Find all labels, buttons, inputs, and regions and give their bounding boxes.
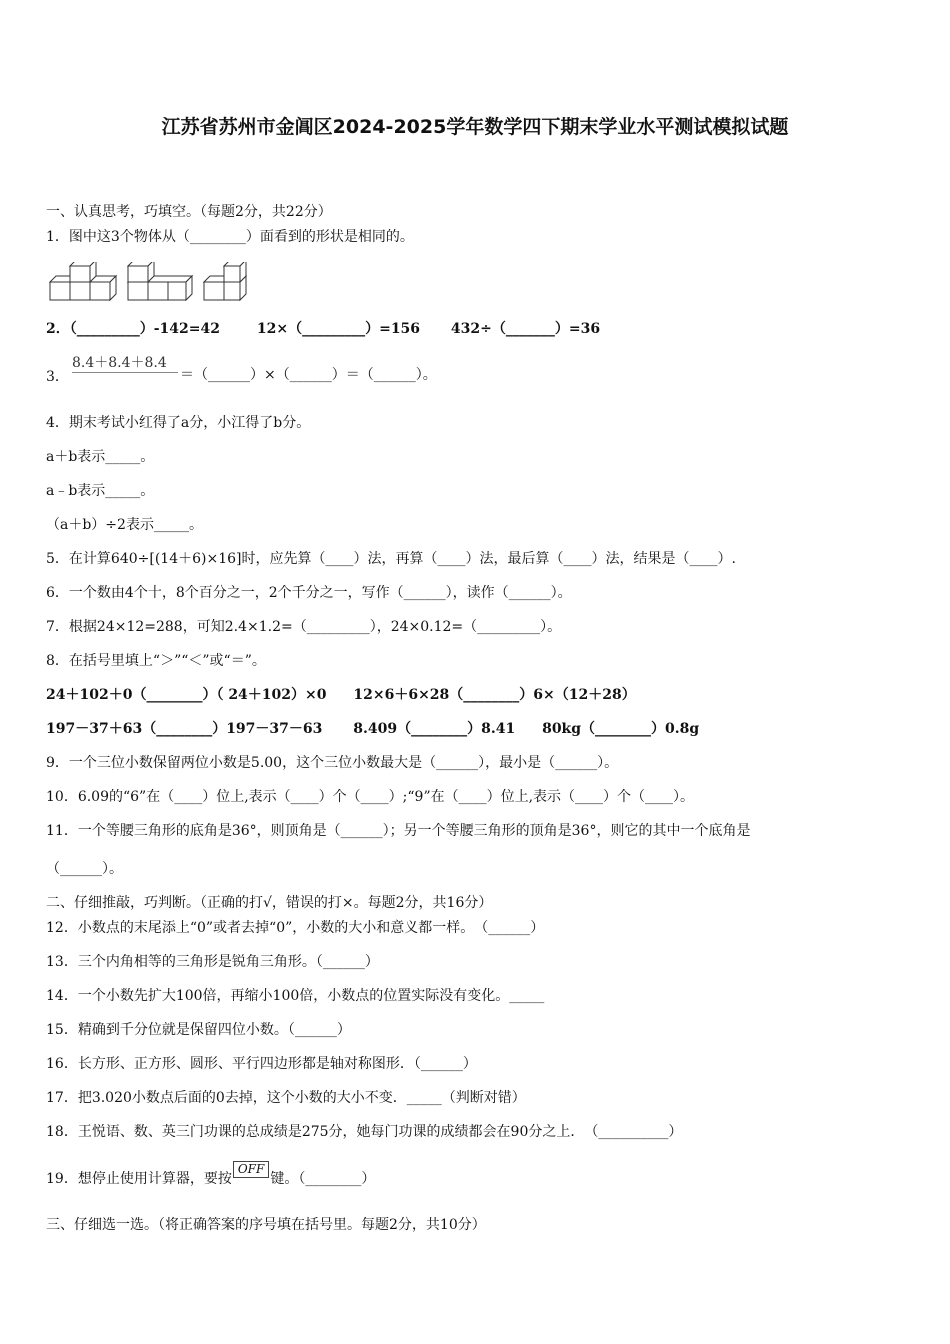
question-3-fraction-bar <box>72 372 178 373</box>
question-8-row-1 <box>46 686 636 704</box>
question-18: 18．王悦语、数、英三门功课的总成绩是275分，她每门功课的成绩都会在90分之上． （__________） <box>46 1124 683 1140</box>
question-11-continued: （______）。 <box>46 861 123 877</box>
question-4: 4．期末考试小红得了a分，小江得了b分。 <box>46 415 311 431</box>
question-5: 5．在计算640÷[(14＋6)×16]时，应先算（____）法，再算（____）法，最后算（____）法，结果是（____）. <box>46 551 736 567</box>
cube-figure-1 <box>50 262 116 300</box>
question-12: 12．小数点的末尾添上“0”或者去掉“0”，小数的大小和意义都一样。 （______） <box>46 920 545 936</box>
question-17: 17．把3.020小数点后面的0去掉，这个小数的大小不变．_____（判断对错） <box>46 1090 526 1106</box>
section-1-heading: 一、认真思考，巧填空。（每题2分，共22分） <box>46 204 332 220</box>
question-16: 16．长方形、正方形、圆形、平行四边形都是轴对称图形．（______） <box>46 1056 477 1072</box>
question-8-compare-c: 197－37＋63（________）197－37－63 <box>46 721 323 737</box>
question-2-part-c: 432÷（_______）=36 <box>450 321 601 337</box>
section-2-heading: 二、仔细推敲，巧判断。（正确的打√，错误的打×。每题2分，共16分） <box>46 895 493 911</box>
question-2-part-b: 12×（_________）=156 <box>256 321 421 337</box>
question-6: 6．一个数由4个十，8个百分之一，2个千分之一，写作（______），读作（______）。 <box>46 585 572 601</box>
question-3-label: 3． <box>46 369 69 385</box>
calculator-off-key: OFF <box>233 1161 270 1178</box>
question-2 <box>46 320 600 338</box>
question-7: 7．根据24×12=288，可知2.4×1.2=（_________），24×0.12=（_________）。 <box>46 619 562 635</box>
question-8-compare-a: 24＋102＋0（________）（ 24＋102）×0 <box>46 687 327 703</box>
cube-figures-image <box>48 262 258 304</box>
question-3-fraction-numerator: 8.4＋8.4＋8.4 <box>72 355 167 371</box>
question-19 <box>46 1162 376 1188</box>
question-4-a: a＋b表示_____。 <box>46 449 155 465</box>
question-10: 10．6.09的“6”在（____）位上,表示（____）个（____）;“9”在（____）位上,表示（____）个（____）。 <box>46 789 695 805</box>
question-8-compare-b: 12×6＋6×28（________）6×（12＋28） <box>353 687 636 703</box>
question-19-text-a: 19．想停止使用计算器，要按 <box>46 1171 232 1187</box>
question-11: 11．一个等腰三角形的底角是36°，则顶角是（______）；另一个等腰三角形的顶角是36°，则它的其中一个底角是 <box>46 823 751 839</box>
question-19-text-b: 键。（________） <box>270 1171 376 1187</box>
question-2-part-a: 2．（_________）-142=42 <box>46 321 220 337</box>
question-3-answer: ＝（______）×（______）＝（______）。 <box>180 367 437 383</box>
question-8-compare-e: 80kg（________）0.8g <box>542 721 700 737</box>
cube-figure-3 <box>204 262 246 300</box>
question-8: 8．在括号里填上“＞”“＜”或“＝”。 <box>46 653 266 669</box>
question-15: 15．精确到千分位就是保留四位小数。（______） <box>46 1022 351 1038</box>
question-4-c: （a＋b）÷2表示_____。 <box>46 517 203 533</box>
page-title: 江苏省苏州市金阊区2024-2025学年数学四下期末学业水平测试模拟试题 <box>161 116 789 138</box>
question-4-b: a﹣b表示_____。 <box>46 483 155 499</box>
question-8-row-2 <box>46 720 699 738</box>
cube-figure-2 <box>128 262 192 300</box>
question-1: 1．图中这3个物体从（________）面看到的形状是相同的。 <box>46 229 414 245</box>
question-8-compare-d: 8.409（________）8.41 <box>353 721 516 737</box>
question-9: 9．一个三位小数保留两位小数是5.00，这个三位小数最大是（______），最小是（______）。 <box>46 755 619 771</box>
question-13: 13．三个内角相等的三角形是锐角三角形。（______） <box>46 954 379 970</box>
question-14: 14．一个小数先扩大100倍，再缩小100倍，小数点的位置实际没有变化。_____ <box>46 988 545 1004</box>
section-3-heading: 三、仔细选一选。（将正确答案的序号填在括号里。每题2分，共10分） <box>46 1217 486 1233</box>
